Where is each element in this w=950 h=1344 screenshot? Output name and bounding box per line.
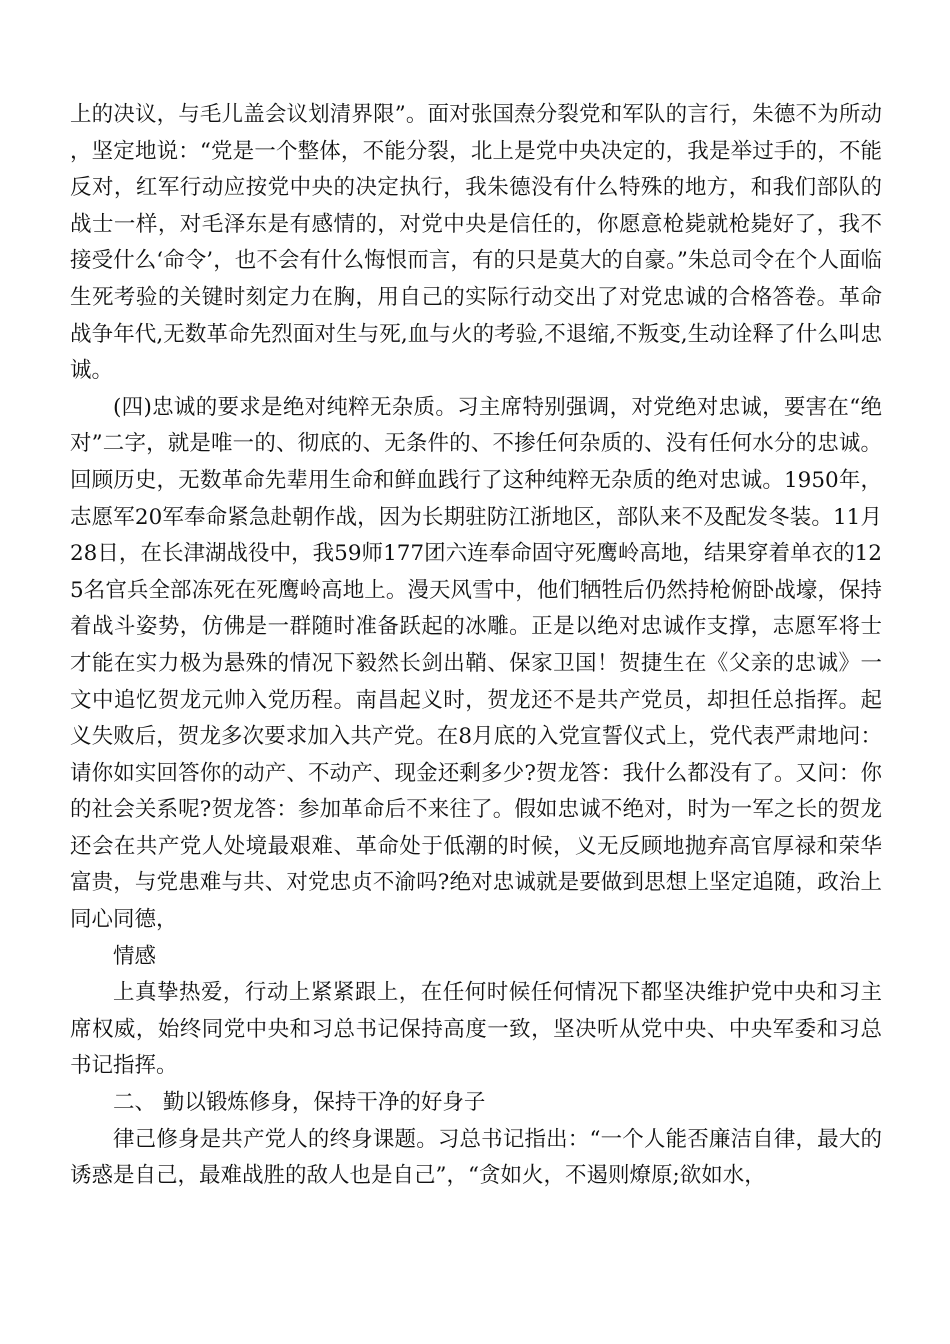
paragraph-absolute-loyalty: (四)忠诚的要求是绝对纯粹无杂质。习主席特别强调，对党绝对忠诚，要害在“绝对”二字，就是唯一的、彻底的、无条件的、不掺任何杂质的、没有任何水分的忠诚。回顾历史，无数革命先辈用生命和鲜血践行了这种纯粹无杂质的绝对忠诚。1950年，志愿军20军奉命紧急赴朝作战，因为长期驻防江浙地区，部队来不及配发冬装。11月28日，在长津湖战役中，我59师177团六连奉命固守死鹰岭高地，结果穿着单衣的125名官兵全部冻死在死鹰岭高地上。漫天风雪中，他们牺牲后仍然持枪俯卧战壕，保持着战斗姿势，仿佛是一群随时准备跃起的冰雕。正是以绝对忠诚作支撑，志愿军将士才能在实力极为悬殊的情况下毅然长剑出鞘、保家卫国！贺捷生在《父亲的忠诚》一文中追忆贺龙元帅入党历程。南昌起义时，贺龙还不是共产党员，却担任总指挥。起义失败后，贺龙多次要求加入共产党。在8月底的入党宣誓仪式上，党代表严肃地问：请你如实回答你的动产、不动产、现金还剩多少?贺龙答：我什么都没有了。又问：你的社会关系呢?贺龙答：参加革命后不来往了。假如忠诚不绝对，时为一军之长的贺龙还会在共产党人处境最艰难、革命处于低潮的时候，义无反顾地抛弃高官厚禄和荣华富贵，与党患难与共、对党忠贞不渝吗?绝对忠诚就是要做到思想上坚定追随，政治上同心同德，	[70, 394, 882, 933]
paragraph-zhu-de-loyalty: 上的决议，与毛儿盖会议划清界限”。面对张国焘分裂党和军队的言行，朱德不为所动，坚定地说：“党是一个整体，不能分裂，北上是党中央决定的，我是举过手的，不能反对，红军行动应按党中央的决定执行，我朱德没有什么特殊的地方，和我们部队的战士一样，对毛泽东是有感情的，对党中央是信任的，你愿意枪毙就枪毙好了，我不接受什么‘命令’，也不会有什么悔恨而言，有的只是莫大的自豪。”朱总司令在个人面临生死考验的关键时刻定力在胸，用自己的实际行动交出了对党忠诚的合格答卷。革命战争年代,无数革命先烈面对生与死,血与火的考验,不退缩,不叛变,生动诠释了什么叫忠诚。	[70, 102, 882, 384]
paragraph-self-discipline: 律己修身是共产党人的终身课题。习总书记指出：“一个人能否廉洁自律，最大的诱惑是自己，最难战胜的敌人也是自己”，“贪如火，不遏则燎原;欲如水，	[70, 1126, 882, 1189]
section-heading-two: 二、 勤以锻炼修身，保持干净的好身子	[113, 1090, 486, 1116]
body-text	[70, 97, 882, 1195]
paragraph-sincere-love: 上真挚热爱，行动上紧紧跟上，在任何时候任何情况下都坚决维护党中央和习主席权威，始终同党中央和习总书记保持高度一致，坚决听从党中央、中央军委和习总书记指挥。	[70, 980, 882, 1079]
paragraph-emotion-label: 情感	[113, 943, 157, 969]
